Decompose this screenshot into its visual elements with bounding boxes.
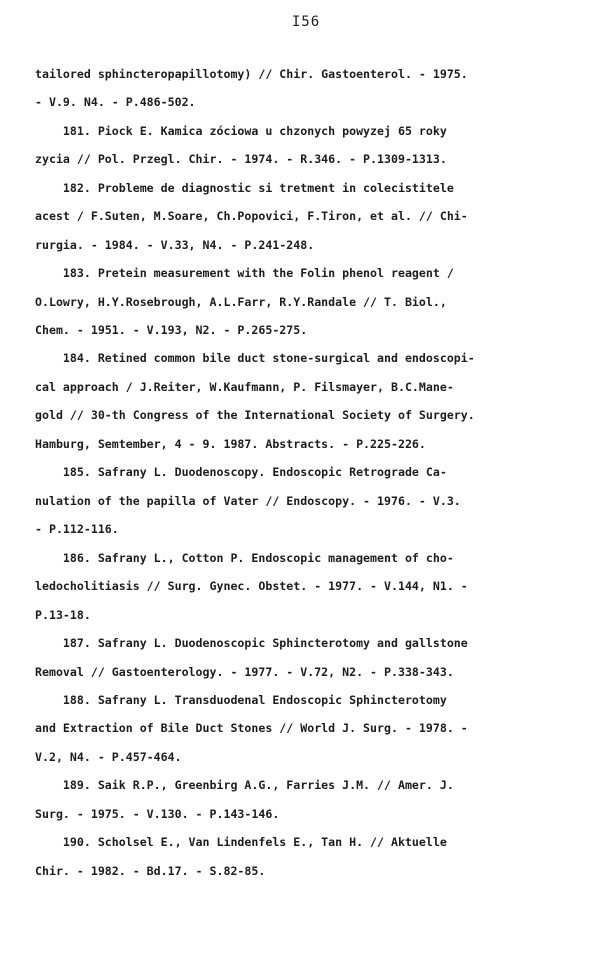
reference-line: 183. Pretein measurement with the Folin phenol reagent / <box>35 266 454 280</box>
reference-line: cal approach / J.Reiter, W.Kaufmann, P. Filsmayer, B.C.Mane- <box>35 380 454 394</box>
reference-line: Chem. - 1951. - V.193, N2. - P.265-275. <box>35 323 308 337</box>
reference-line: 186. Safrany L., Cotton P. Endoscopic management of cho- <box>35 551 454 565</box>
reference-line: 182. Probleme de diagnostic si tretment in colecistitele <box>35 181 454 195</box>
reference-line: 185. Safrany L. Duodenoscopy. Endoscopic Retrograde Ca- <box>35 465 447 479</box>
reference-line: gold // 30-th Congress of the International Society of Surgery. <box>35 408 475 422</box>
reference-line: 187. Safrany L. Duodenoscopic Sphincterotomy and gallstone <box>35 636 468 650</box>
reference-line: - P.112-116. <box>35 522 119 536</box>
reference-line: V.2, N4. - P.457-464. <box>35 750 182 764</box>
reference-line: P.13-18. <box>35 608 91 622</box>
reference-line: - V.9. N4. - P.486-502. <box>35 95 196 109</box>
reference-line: and Extraction of Bile Duct Stones // World J. Surg. - 1978. - <box>35 721 468 735</box>
reference-line: nulation of the papilla of Vater // Endoscopy. - 1976. - V.3. <box>35 494 461 508</box>
reference-line: ledocholitiasis // Surg. Gynec. Obstet. - 1977. - V.144, N1. - <box>35 579 468 593</box>
reference-line: Surg. - 1975. - V.130. - P.143-146. <box>35 807 280 821</box>
reference-line: 188. Safrany L. Transduodenal Endoscopic Sphincterotomy <box>35 693 447 707</box>
reference-line: 189. Saik R.P., Greenbirg A.G., Farries J.M. // Amer. J. <box>35 778 454 792</box>
reference-line: Hamburg, Semtember, 4 - 9. 1987. Abstracts. - P.225-226. <box>35 437 426 451</box>
reference-line: Removal // Gastoenterology. - 1977. - V.72, N2. - P.338-343. <box>35 665 454 679</box>
reference-line: O.Lowry, H.Y.Rosebrough, A.L.Farr, R.Y.Randale // T. Biol., <box>35 295 447 309</box>
reference-line: zycia // Pol. Przegl. Chir. - 1974. - R.346. - P.1309-1313. <box>35 152 447 166</box>
reference-line: rurgia. - 1984. - V.33, N4. - P.241-248. <box>35 238 315 252</box>
reference-line: acest / F.Suten, M.Soare, Ch.Popovici, F.Tiron, et al. // Chi- <box>35 209 468 223</box>
reference-line: Chir. - 1982. - Bd.17. - S.82-85. <box>35 864 266 878</box>
reference-line: 181. Piock E. Kamica zóciowa u chzonych powyzej 65 roky <box>35 124 447 138</box>
page-number: I56 <box>291 14 321 30</box>
reference-line: tailored sphincteropapillotomy) // Chir. Gastoenterol. - 1975. <box>35 67 468 81</box>
reference-line: 184. Retined common bile duct stone-surgical and endoscopi- <box>35 351 475 365</box>
reference-line: 190. Scholsel E., Van Lindenfels E., Tan H. // Aktuelle <box>35 835 447 849</box>
